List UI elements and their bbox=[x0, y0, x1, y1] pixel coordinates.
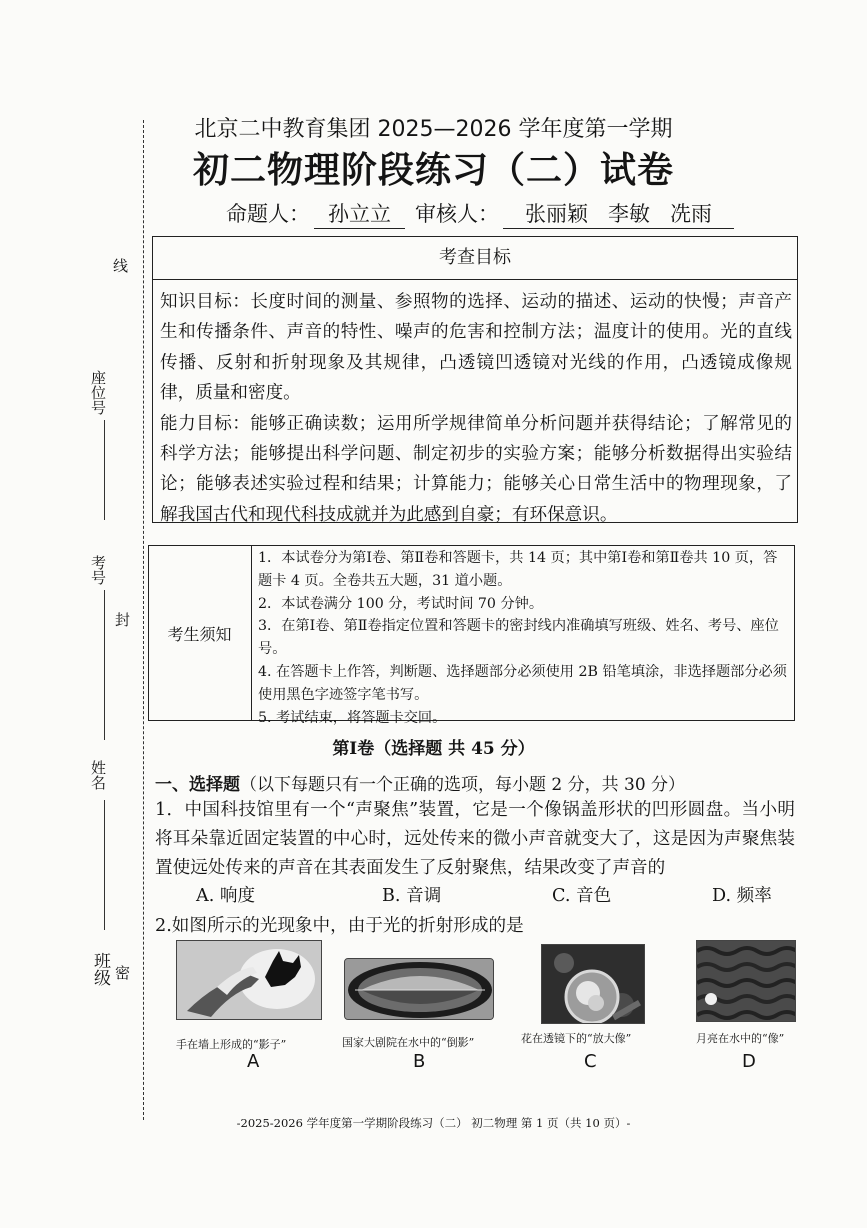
ability-objectives: 能力目标：能够正确读数；运用所学规律简单分析问题并获得结论；了解常见的科学方法；能够提出科学问题、制定初步的实验方案；能够分析数据得出实验结论；能够表述实验过程和结果；计算能力；能够关心日常生活中的物理现象，了解我国古代和现代科技成就并为此感到自豪；有环保意识。 bbox=[160, 413, 792, 525]
reviewer-label: 审核人： bbox=[415, 202, 499, 226]
page-footer: -2025-2026 学年度第一学期阶段练习（二） 初二物理 第 1 页（共 10 页）- bbox=[236, 1116, 631, 1130]
notice-item: 4. 在答题卡上作答，判断题、选择题部分必须使用 2B 铅笔填涂，非选择题部分必须使用黑色字迹签字笔书写。 bbox=[258, 663, 787, 703]
question-1-text: 1．中国科技馆里有一个“声聚焦”装置，它是一个像锅盖形状的凹形圆盘。当小明将耳朵靠近固定装置的中心时，远处传来的微小声音就变大了，这是因为声聚焦装置使远处传来的声音在其表面发生了反射聚焦，结果改变了声音的 bbox=[155, 800, 795, 878]
notice-label: 考生须知 bbox=[167, 624, 232, 644]
setter-label: 命题人： bbox=[226, 202, 310, 226]
exam-title: 初二物理阶段练习（二）试卷 bbox=[192, 149, 674, 191]
section-desc: （以下每题只有一个正确的选项，每小题 2 分，共 30 分） bbox=[240, 775, 686, 795]
knowledge-objectives: 知识目标：长度时间的测量、参照物的选择、运动的描述、运动的快慢；声音产生和传播条件、声音的特性、噪声的危害和控制方法；温度计的使用。光的直线传播、反射和折射现象及其规律，凸透镜凹透镜对光线的作用，凸透镜成像规律，质量和密度。 bbox=[160, 292, 792, 404]
name-label: 姓名 bbox=[89, 760, 107, 790]
picture-b-letter: B bbox=[413, 1051, 426, 1072]
picture-b-caption: 国家大剧院在水中的“倒影” bbox=[342, 1036, 475, 1049]
picture-a-letter: A bbox=[247, 1051, 260, 1072]
picture-d-caption: 月亮在水中的“像” bbox=[696, 1032, 785, 1045]
seat-number-label: 座位号 bbox=[89, 370, 107, 415]
picture-c-caption: 花在透镜下的“放大像” bbox=[521, 1032, 632, 1045]
name-blank bbox=[104, 800, 105, 930]
seat-number-blank bbox=[104, 420, 105, 520]
class-label: 班级 bbox=[90, 952, 110, 986]
hand-shadow-image bbox=[176, 940, 322, 1020]
moon-reflection-image bbox=[696, 940, 796, 1022]
section-title: 一、选择题 bbox=[155, 775, 240, 795]
school-year-line: 北京二中教育集团 2025—2026 学年度第一学期 bbox=[194, 117, 673, 142]
q1-option-a: A. 响度 bbox=[196, 886, 256, 906]
margin-secret-char: 密 bbox=[113, 965, 131, 980]
binding-dashed-line bbox=[143, 120, 144, 1120]
margin-seal-char: 封 bbox=[113, 612, 131, 627]
notice-item: 3．在第Ⅰ卷、第Ⅱ卷指定位置和答题卡的密封线内准确填写班级、姓名、考号、座位号。 bbox=[258, 618, 779, 658]
q1-option-c: C. 音色 bbox=[552, 886, 612, 906]
margin-line-char: 线 bbox=[111, 258, 129, 273]
notice-item: 1．本试卷分为第Ⅰ卷、第Ⅱ卷和答题卡，共 14 页；其中第Ⅰ卷和第Ⅱ卷共 10 页，答题卡 4 页。全卷共五大题，31 道小题。 bbox=[258, 550, 778, 589]
picture-a-caption: 手在墙上形成的“影子” bbox=[176, 1038, 287, 1051]
q1-option-b: B. 音调 bbox=[382, 886, 442, 906]
authors-line bbox=[226, 198, 744, 229]
exam-number-label: 考号 bbox=[89, 555, 107, 585]
magnified-flower-image bbox=[541, 944, 645, 1024]
notice-items bbox=[258, 547, 790, 729]
objectives-title: 考查目标 bbox=[152, 236, 798, 280]
exam-number-blank bbox=[104, 590, 105, 740]
notice-item: 2．本试卷满分 100 分，考试时间 70 分钟。 bbox=[258, 595, 544, 612]
q1-option-d: D. 频率 bbox=[712, 886, 772, 906]
notice-divider bbox=[251, 545, 252, 721]
question-2-text: 2.如图所示的光现象中，由于光的折射形成的是 bbox=[155, 916, 524, 936]
objectives-text bbox=[160, 287, 792, 530]
theatre-reflection-image bbox=[344, 958, 494, 1020]
picture-d-letter: D bbox=[742, 1051, 756, 1072]
reviewer-names: 张丽颖 李敏 冼雨 bbox=[503, 198, 734, 229]
setter-name: 孙立立 bbox=[314, 198, 405, 229]
notice-item: 5. 考试结束，将答题卡交回。 bbox=[258, 709, 447, 726]
picture-c-letter: C bbox=[584, 1051, 597, 1072]
section-heading bbox=[155, 770, 685, 795]
volume-title: 第Ⅰ卷（选择题 共 45 分） bbox=[332, 739, 535, 759]
